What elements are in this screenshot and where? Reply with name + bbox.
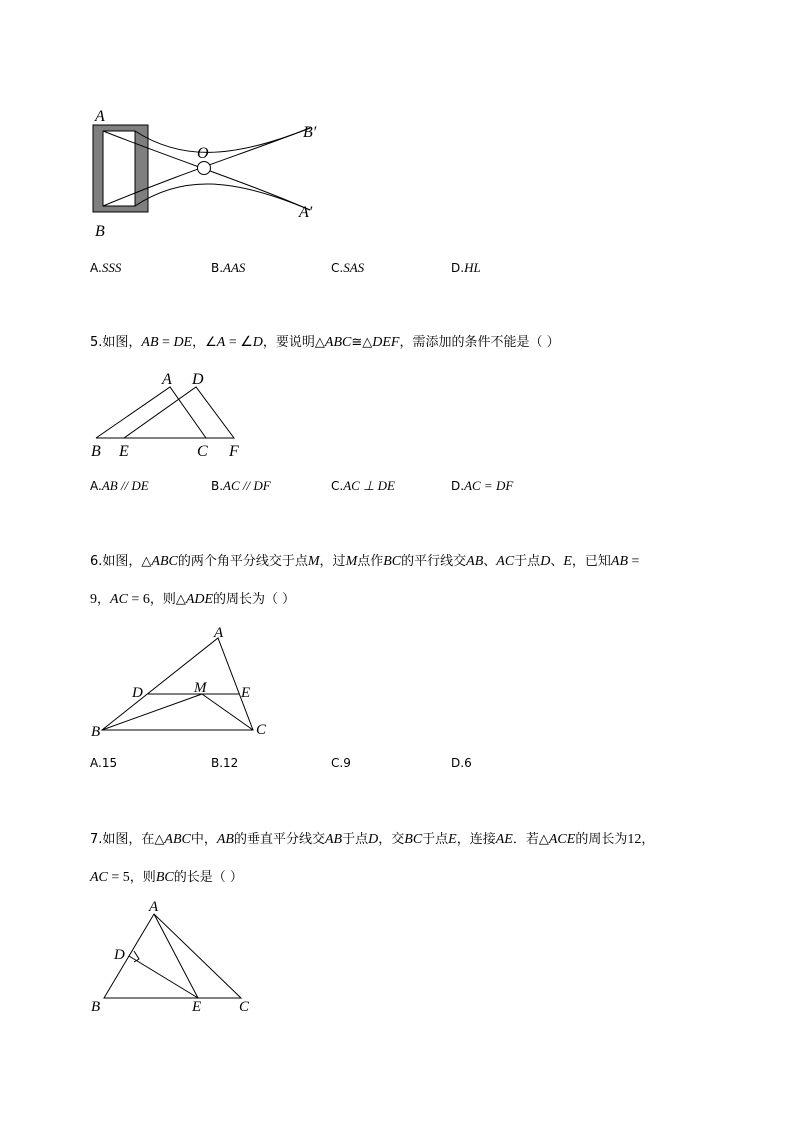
q4-label-o: O (197, 145, 209, 162)
q7-line-de (129, 956, 198, 998)
q5-triangle-def (124, 387, 234, 438)
q4-label-b: B (95, 223, 105, 240)
q4-curve-lower (135, 184, 310, 210)
q6-question-line1: 6.如图，△ABC的两个角平分线交于点M，过M点作BC的平行线交AB、AC于点D、E，已知AB = (90, 554, 640, 569)
q4-label-a: A (95, 108, 105, 125)
q7-label-d: D (114, 947, 125, 963)
q6-label-a: A (214, 625, 224, 641)
q6-figure (0, 620, 794, 745)
q6-line-bm (102, 694, 202, 730)
q4-label-bprime: B′ (303, 124, 317, 141)
q5-option-b: B.AC // DF (211, 478, 271, 493)
q6-option-a: A.15 (90, 756, 118, 770)
q5-label-d: D (192, 371, 204, 388)
q5-option-d: D.AC = DF (451, 478, 514, 493)
q6-option-d: D.6 (451, 756, 472, 770)
q7-question-line1: 7.如图，在△ABC中，AB的垂直平分线交AB于点D，交BC于点E，连接AE．若△ACE的周长为12， (90, 832, 655, 847)
q6-option-b: B.12 (211, 756, 239, 770)
q6-label-e: E (241, 685, 251, 701)
q6-label-b: B (91, 724, 101, 740)
q6-label-m: M (194, 680, 207, 696)
q4-option-b: B.AAS (211, 260, 246, 275)
q5-question-text: 5.如图，AB = DE，∠A = ∠D，要说明△ABC≅△DEF，需添加的条件不能是（ ） (90, 335, 560, 350)
q7-line-ae (154, 914, 198, 998)
q4-option-a: A.SSS (90, 260, 122, 275)
q5-label-f: F (229, 443, 239, 460)
q4-option-d: D.HL (451, 260, 481, 275)
q5-label-b: B (91, 443, 101, 460)
q5-label-a: A (162, 371, 172, 388)
q5-option-c: C.AC ⊥ DE (331, 478, 395, 493)
q7-label-a: A (149, 899, 159, 915)
q7-label-c: C (239, 999, 250, 1015)
q5-figure (0, 360, 794, 465)
q7-question-line2: AC = 5，则BC的长是（ ） (90, 870, 243, 885)
q4-pivot-o (198, 162, 211, 175)
q4-label-aprime: A′ (299, 204, 313, 221)
q6-triangle-abc (102, 638, 253, 730)
q4-option-c: C.SAS (331, 260, 365, 275)
q5-label-c: C (197, 443, 208, 460)
q5-triangle-abc (96, 387, 206, 438)
q7-right-angle-mark (134, 951, 139, 962)
q4-figure (0, 0, 794, 250)
q7-figure (0, 895, 794, 1025)
q5-option-a: A.AB // DE (90, 478, 149, 493)
q6-option-c: C.9 (331, 756, 351, 770)
q5-label-e: E (119, 443, 129, 460)
q6-label-c: C (256, 722, 267, 738)
q6-label-d: D (132, 685, 143, 701)
q4-curve-upper (135, 128, 310, 152)
q7-label-e: E (192, 999, 202, 1015)
q7-label-b: B (91, 999, 101, 1015)
q6-question-line2: 9，AC = 6，则△ADE的周长为（ ） (90, 592, 296, 607)
